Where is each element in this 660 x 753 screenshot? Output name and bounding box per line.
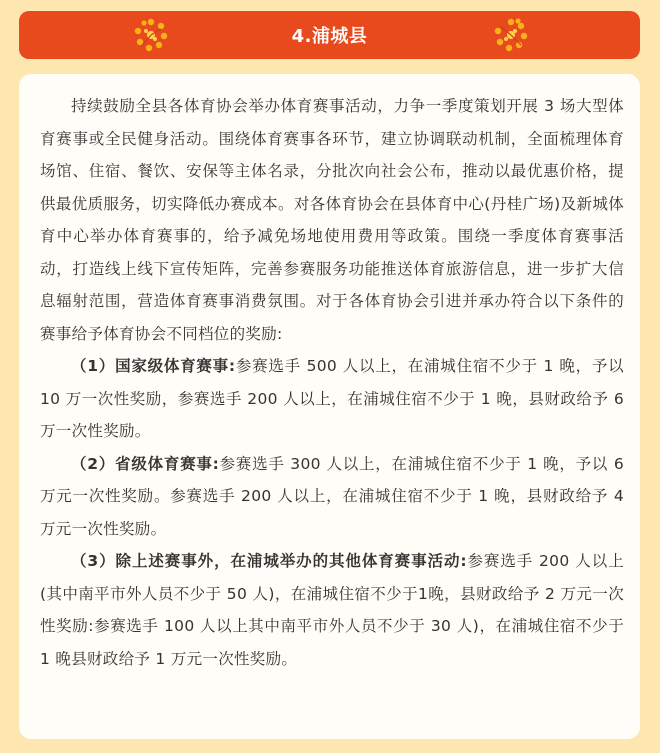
orange-flower-icon [493, 17, 529, 53]
award-item-text: 参赛选手 200 人以上(其中南平市外人员不少于 50 人)，在浦城住宿不少于1晚，县财政给予 2 万元一次性奖励:参赛选手 100 人以上其中南平市外人员不少于 30 人)，在浦城住宿不少于 1 晚县财政给予 1 万元一次性奖励。 [40, 552, 624, 668]
award-item-national [40, 350, 624, 448]
award-item-label: （1）国家级体育赛事: [71, 357, 236, 375]
section-header [19, 11, 640, 59]
intro-paragraph: 持续鼓励全县各体育协会举办体育赛事活动，力争一季度策划开展 3 场大型体育赛事或全民健身活动。围绕体育赛事各环节，建立协调联动机制，全面梳理体育场馆、住宿、餐饮、安保等主体名录，分批次向社会公布，推动以最优惠价格，提供最优质服务，切实降低办赛成本。对各体育协会在县体育中心(丹桂广场)及新城体育中心举办体育赛事的，给予减免场地使用费用等政策。围绕一季度体育赛事活动，打造线上线下宣传矩阵，完善参赛服务功能推送体育旅游信息，进一步扩大信息辐射范围，营造体育赛事消费氛围。对于各体育协会引进并承办符合以下条件的赛事给予体育协会不同档位的奖励: [40, 97, 624, 343]
orange-flower-icon [133, 17, 169, 53]
award-item-text: 参赛选手 500 人以上，在浦城住宿不少于 1 晚，予以 10 万一次性奖励，参赛选手 200 人以上，在浦城住宿不少于 1 晚，县财政给予 6 万一次性奖励。 [40, 357, 624, 440]
article-body [40, 90, 624, 675]
award-item-other [40, 545, 624, 675]
section-title: 4.浦城县 [291, 26, 368, 47]
award-item-label: （3）除上述赛事外，在浦城举办的其他体育赛事活动: [71, 552, 467, 570]
award-item-label: （2）省级体育赛事: [71, 454, 220, 473]
award-item-provincial [40, 448, 624, 546]
award-item-text: 参赛选手 300 人以上，在浦城住宿不少于 1 晚，予以 6 万元一次性奖励。参赛选手 200 人以上，在浦城住宿不少于 1 晚，县财政给予 4 万元一次性奖励。 [40, 454, 625, 538]
